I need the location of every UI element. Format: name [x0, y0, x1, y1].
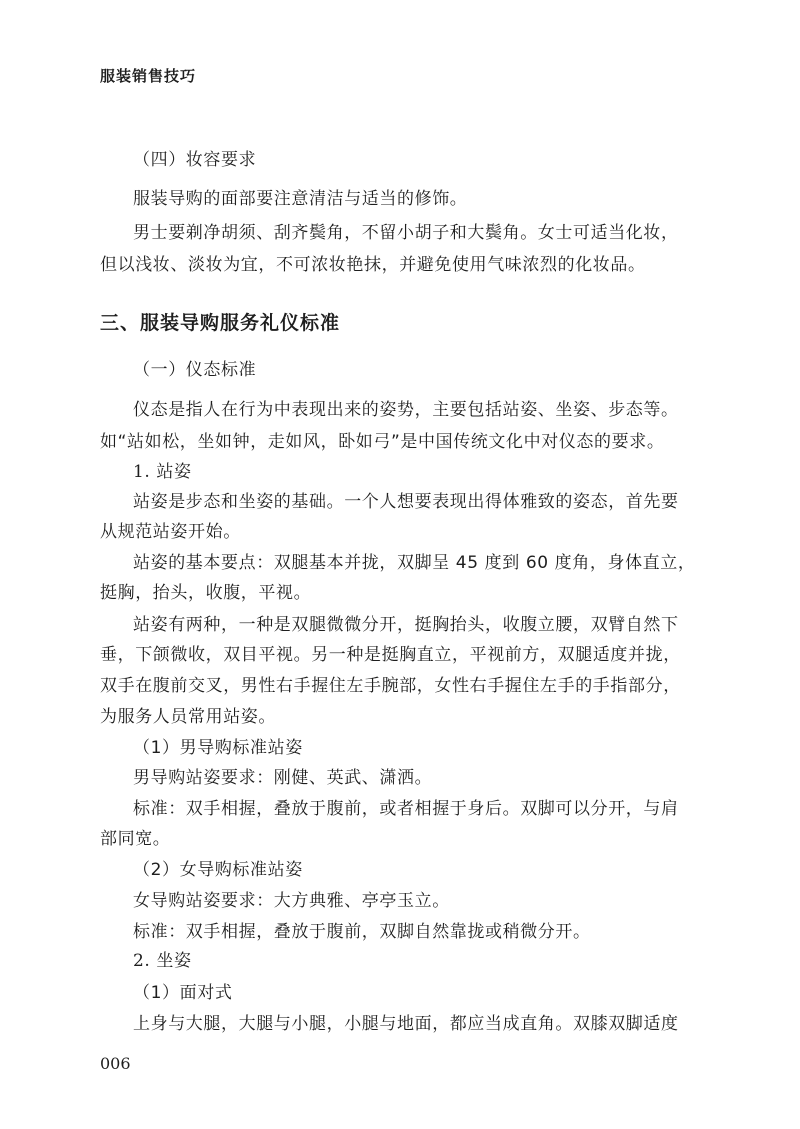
- paragraph-line: 如“站如松，坐如钟，走如风，卧如弓”是中国传统文化中对仪态的要求。: [100, 432, 665, 452]
- paragraph-line: 从规范站姿开始。: [100, 522, 241, 542]
- paragraph-line: 但以浅妆、淡妆为宜，不可浓妆艳抹，并避免使用气味浓烈的化妆品。: [100, 255, 646, 275]
- paragraph-line: 标准：双手相握，叠放于腹前，双脚自然靠拢或稍微分开。: [133, 922, 591, 942]
- subsection-heading: （四）妆容要求: [133, 150, 257, 170]
- paragraph-line: 站姿的基本要点：双腿基本并拢，双脚呈 45 度到 60 度角，身体直立，: [133, 553, 696, 573]
- paragraph-line: 仪态是指人在行为中表现出来的姿势，主要包括站姿、坐姿、步态等。: [133, 400, 679, 420]
- paragraph-line: 服装导购的面部要注意清洁与适当的修饰。: [133, 189, 468, 209]
- subsection-heading: （1）面对式: [133, 983, 233, 1003]
- running-title: 服装销售技巧: [100, 67, 197, 85]
- numbered-heading: 1. 站姿: [133, 462, 192, 482]
- paragraph-line: 女导购站姿要求：大方典雅、亭亭玉立。: [133, 891, 450, 911]
- paragraph-line: 站姿有两种，一种是双腿微微分开，挺胸抬头，收腹立腰，双臂自然下: [133, 615, 679, 635]
- page-number: 006: [100, 1054, 131, 1073]
- paragraph-line: 男导购站姿要求：刚健、英武、潇洒。: [133, 768, 433, 788]
- subsection-heading: （2）女导购标准站姿: [133, 860, 303, 880]
- paragraph-line: 上身与大腿，大腿与小腿，小腿与地面，都应当成直角。双膝双脚适度: [133, 1014, 679, 1034]
- paragraph-line: 男士要剃净胡须、刮齐鬓角，不留小胡子和大鬓角。女士可适当化妆，: [133, 223, 679, 243]
- section-heading: 三、服装导购服务礼仪标准: [100, 312, 341, 334]
- numbered-heading: 2. 坐姿: [133, 951, 192, 971]
- paragraph-line: 双手在腹前交叉，男性右手握住左手腕部，女性右手握住左手的手指部分，: [100, 676, 681, 696]
- paragraph-line: 垂，下颌微收，双目平视。另一种是挺胸直立，平视前方，双腿适度并拢，: [100, 645, 681, 665]
- subsection-heading: （1）男导购标准站姿: [133, 738, 303, 758]
- paragraph-line: 为服务人员常用站姿。: [100, 707, 276, 727]
- paragraph-line: 站姿是步态和坐姿的基础。一个人想要表现出得体雅致的姿态，首先要: [133, 492, 679, 512]
- paragraph-line: 标准：双手相握，叠放于腹前，或者相握于身后。双脚可以分开，与肩: [133, 799, 679, 819]
- paragraph-line: 部同宽。: [100, 829, 171, 849]
- paragraph-line: 挺胸，抬头，收腹，平视。: [100, 583, 312, 603]
- subsection-heading: （一）仪态标准: [133, 360, 257, 380]
